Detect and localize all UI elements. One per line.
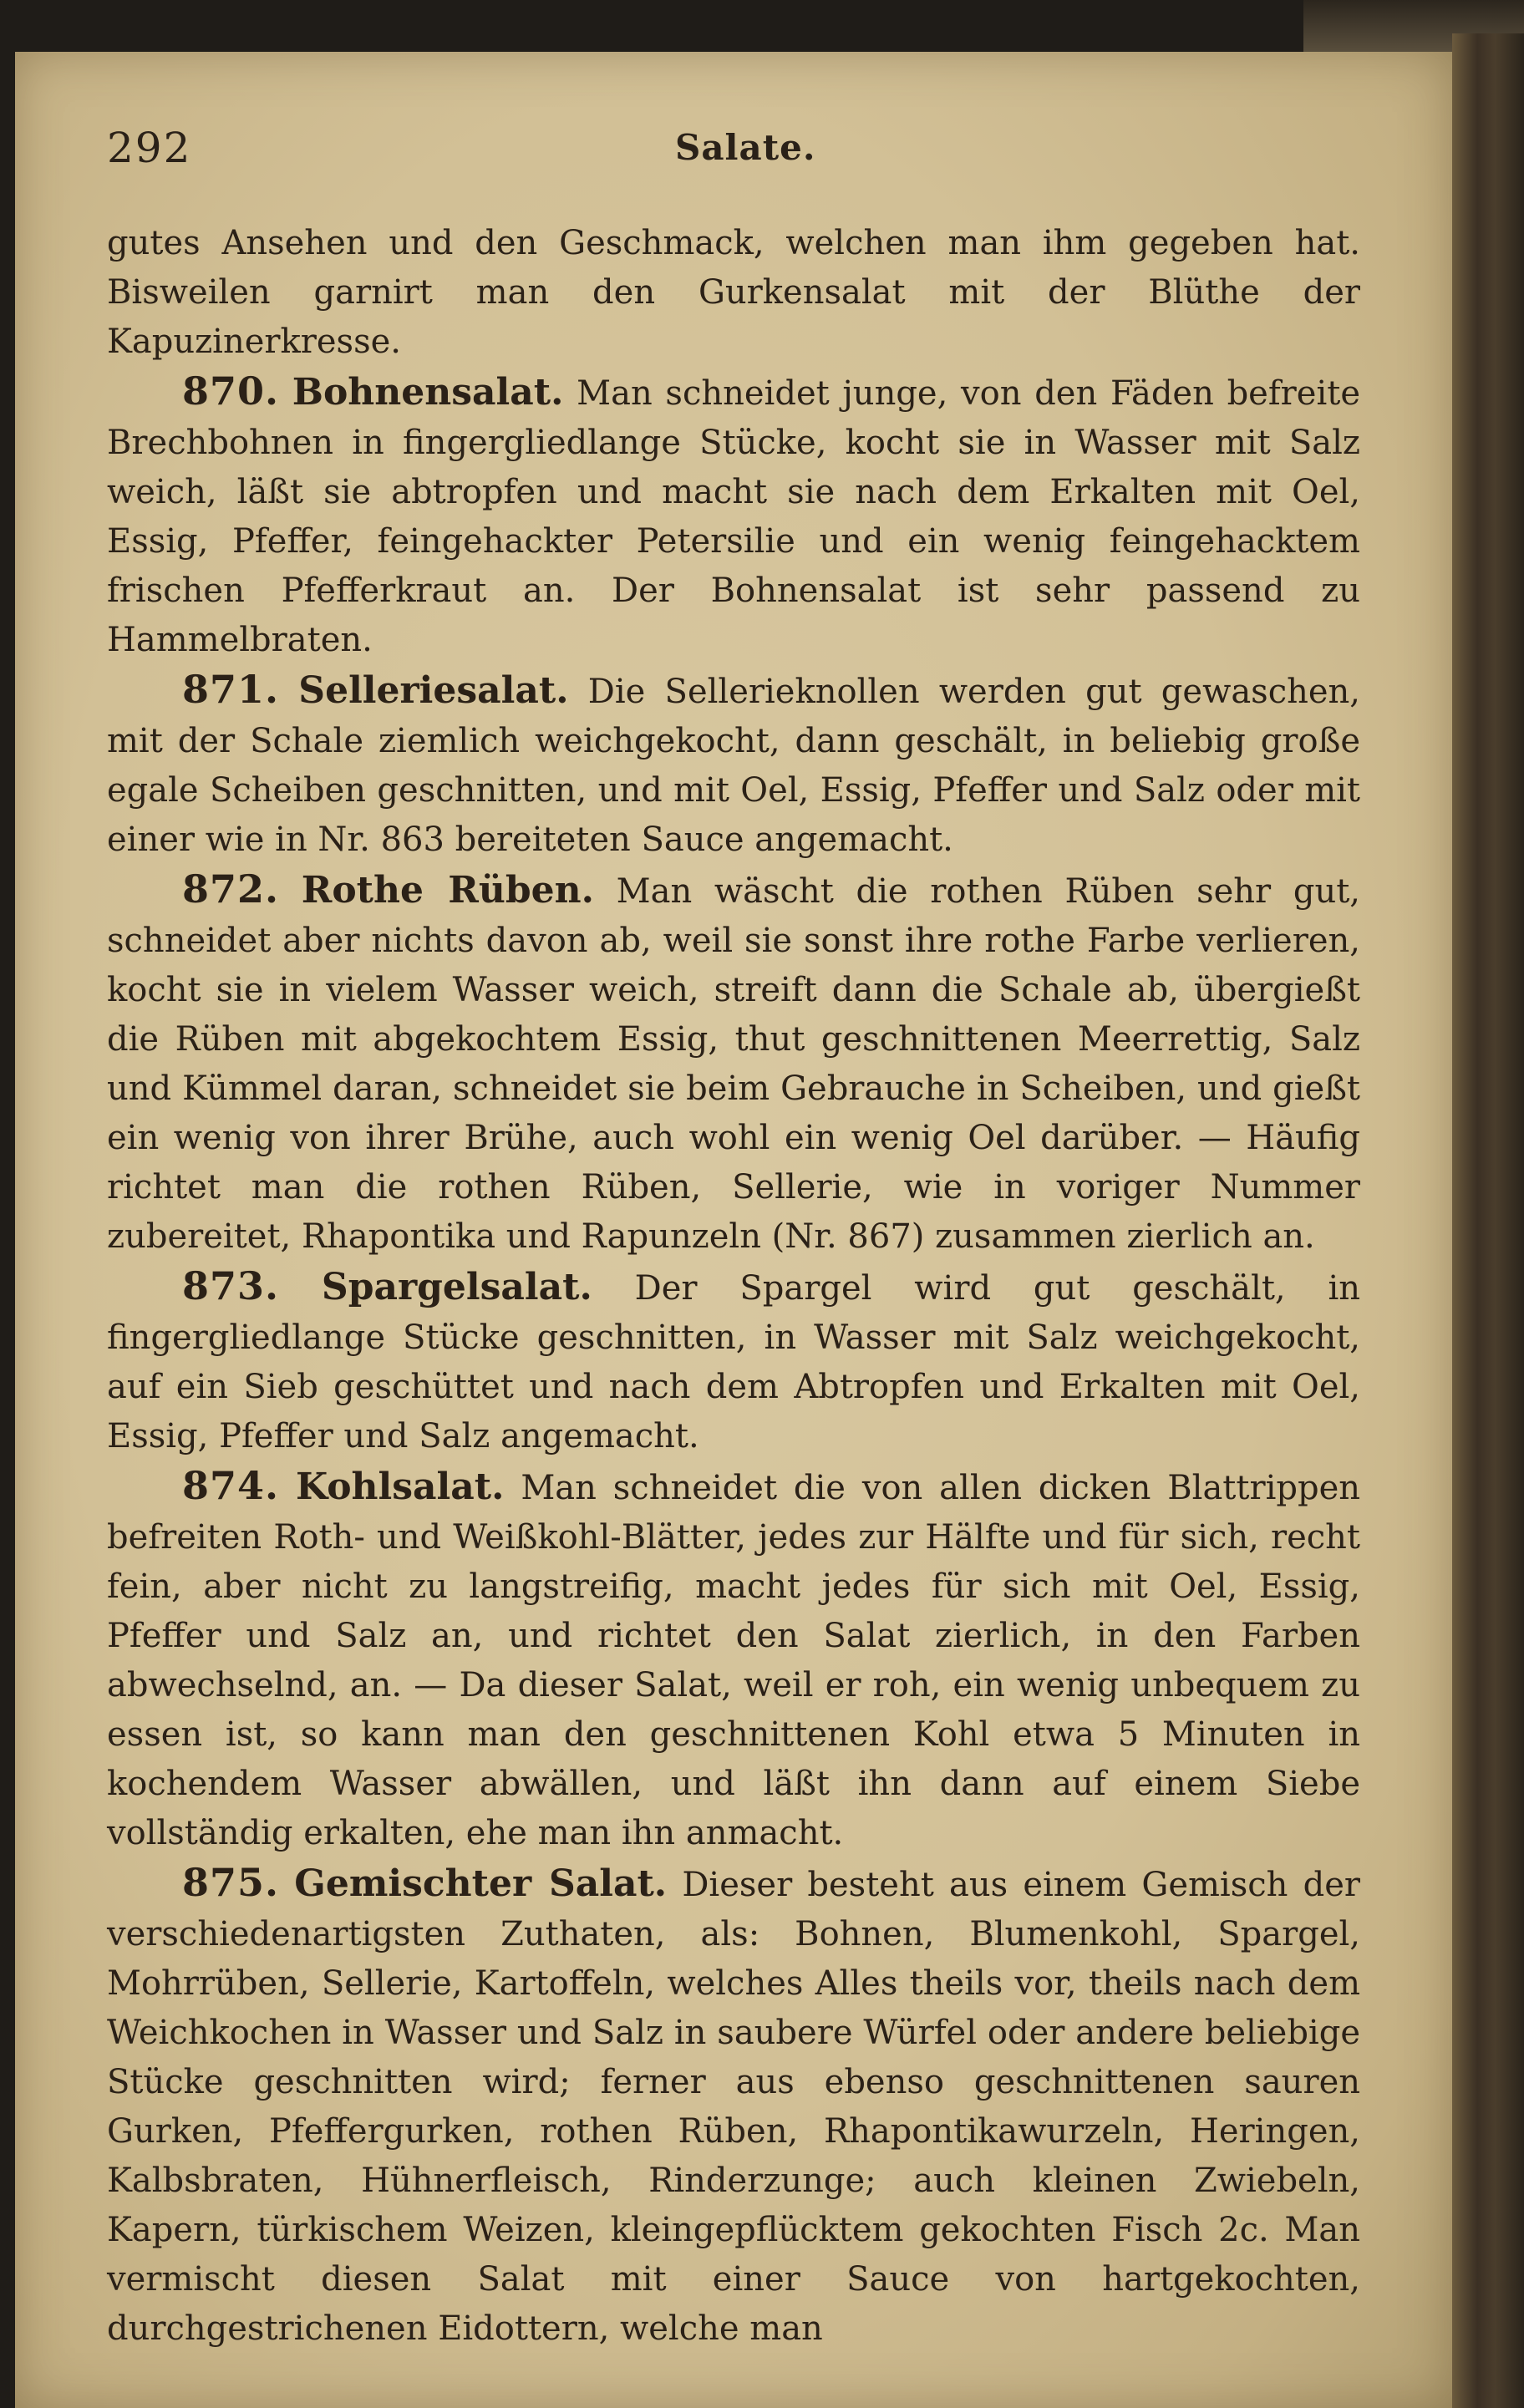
recipe-text: Dieser besteht aus einem Gemisch der verschiedenartigsten Zuthaten, als: Bohnen, Blumenkohl, Spargel, Mohrrüben, Sellerie, Kartoffeln, welches Alles theils vor, theils nach dem Weichkochen in Wasser und Salz in saubere Würfel oder andere beliebige Stücke geschnitten wird; ferner aus ebenso geschnittenen sauren Gurken, Pfeffergurken, rothen Rüben, Rhapontikawurzeln, Heringen, Kalbsbraten, Hühnerfleisch, Rinderzunge; auch kleinen Zwiebeln, Kapern, türkischem Weizen, kleingepflücktem gekochten Fisch 2c. Man vermischt diesen Salat mit einer Sauce von hartgekochten, durchgestrichenen Eidottern, welche man xyxy=(107,1866,1361,2348)
page-number: 292 xyxy=(107,124,192,172)
recipe-875 xyxy=(107,1858,1360,2354)
recipe-872 xyxy=(107,865,1360,1262)
recipe-title: Gemischter Salat. xyxy=(294,1862,668,1905)
recipe-871 xyxy=(107,665,1360,865)
recipe-number: 873. xyxy=(182,1263,280,1308)
page-body xyxy=(107,219,1360,2354)
recipe-text: Die Sellerieknollen werden gut gewaschen, mit der Schale ziemlich weichgekocht, dann geschält, in beliebig große egale Scheiben geschnitten, und mit Oel, Essig, Pfeffer und Salz oder mit einer wie in Nr. 863 bereiteten Sauce angemacht. xyxy=(107,673,1361,859)
recipe-title: Selleriesalat. xyxy=(298,669,569,712)
recipe-text: Der Spargel wird gut geschält, in fingergliedlange Stücke geschnitten, in Wasser mit Salz weichgekocht, auf ein Sieb geschüttet und nach dem Abtropfen und Erkalten mit Oel, Essig, Pfeffer und Salz angemacht. xyxy=(107,1269,1361,1455)
book-gutter xyxy=(1452,33,1524,2408)
recipe-title: Rothe Rüben. xyxy=(301,869,594,912)
recipe-number: 875. xyxy=(182,1860,280,1905)
recipe-title: Bohnensalat. xyxy=(292,371,564,414)
recipe-number: 870. xyxy=(182,368,280,414)
recipe-number: 872. xyxy=(182,866,280,912)
recipe-title: Kohlsalat. xyxy=(295,1466,505,1508)
recipe-text: Man schneidet die von allen dicken Blattrippen befreiten Roth- und Weißkohl-Blätter, jedes zur Hälfte und für sich, recht fein, aber nicht zu langstreifig, macht jedes für sich mit Oel, Essig, Pfeffer und Salz an, und richtet den Salat zierlich, in den Farben abwechselnd, an. — Da dieser Salat, weil er roh, ein wenig unbequem zu essen ist, so kann man den geschnittenen Kohl etwa 5 Minuten in kochendem Wasser abwällen, und läßt ihn dann auf einem Siebe vollständig erkalten, ehe man ihn anmacht. xyxy=(107,1469,1361,1852)
recipe-number: 871. xyxy=(182,667,280,712)
recipe-number: 874. xyxy=(182,1463,280,1508)
recipe-text: Man schneidet junge, von den Fäden befreite Brechbohnen in fingergliedlange Stücke, kocht sie in Wasser mit Salz weich, läßt sie abtropfen und macht sie nach dem Erkalten mit Oel, Essig, Pfeffer, feingehackter Petersilie und ein wenig feingehacktem frischen Pfefferkraut an. Der Bohnensalat ist sehr passend zu Hammelbraten. xyxy=(107,374,1360,659)
recipe-874 xyxy=(107,1461,1360,1858)
page-header xyxy=(107,124,1410,191)
recipe-text: Man wäscht die rothen Rüben sehr gut, schneidet aber nichts davon ab, weil sie sonst ihre rothe Farbe verlieren, kocht sie in vielem Wasser weich, streift dann die Schale ab, übergießt die Rüben mit abgekochtem Essig, thut geschnittenen Meerrettig, Salz und Kümmel daran, schneidet sie beim Gebrauche in Scheiben, und gießt ein wenig von ihrer Brühe, auch wohl ein wenig Oel darüber. — Häufig richtet man die rothen Rüben, Sellerie, wie in voriger Nummer zubereitet, Rhapontika und Rapunzeln (Nr. 867) zusammen zierlich an. xyxy=(107,872,1361,1256)
recipe-title: Spargelsalat. xyxy=(321,1266,592,1308)
intro-paragraph: gutes Ansehen und den Geschmack, welchen man ihm gegeben hat. Bisweilen garnirt man den Gurkensalat mit der Blüthe der Kapuzinerkresse. xyxy=(107,224,1360,361)
running-title: Salate. xyxy=(675,127,816,168)
recipe-870 xyxy=(107,367,1360,665)
recipe-873 xyxy=(107,1262,1360,1461)
